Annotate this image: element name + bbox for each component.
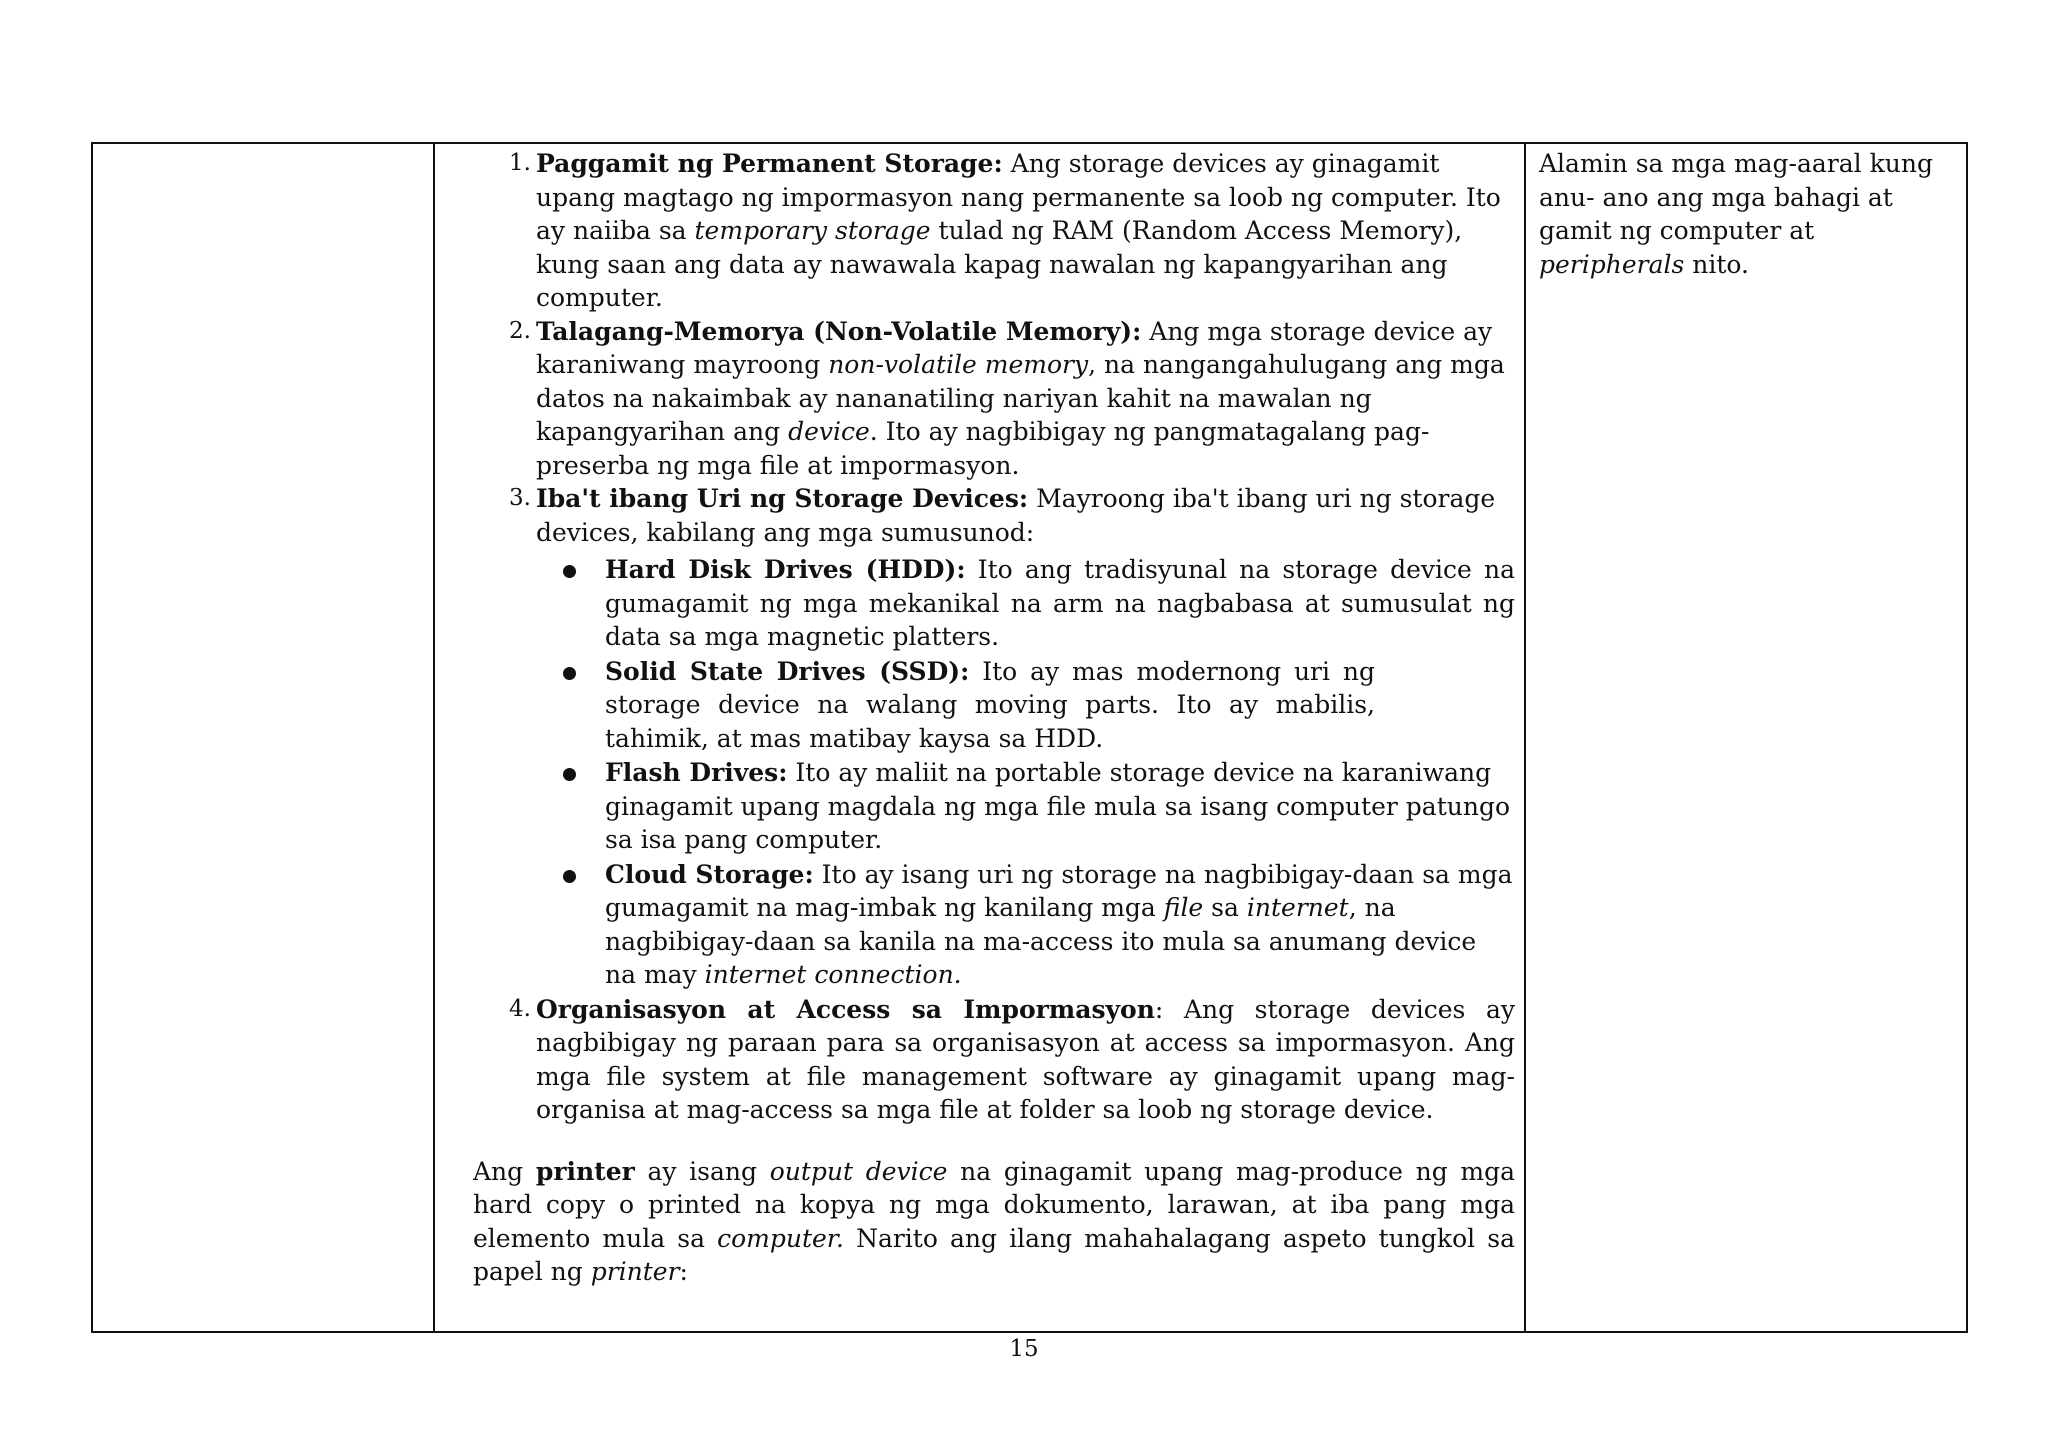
item-text: Ito ay isang uri ng storage na nagbibigay-daan sa mga gumagamit na mag-imbak ng kanilang mga <box>605 859 1513 922</box>
paragraph-emphasis: computer. <box>717 1223 844 1253</box>
item-title: Talagang-Memorya (Non-Volatile Memory): <box>536 316 1142 346</box>
item-title: Iba't ibang Uri ng Storage Devices: <box>536 484 1029 513</box>
item-emphasis: internet <box>1246 893 1349 922</box>
list-item-storage-types <box>473 482 1515 549</box>
list-item-organization-access <box>473 993 1515 1127</box>
list-item-hdd <box>473 553 1515 654</box>
item-emphasis: non-volatile memory <box>828 350 1089 379</box>
notes-text: nito. <box>1684 249 1749 279</box>
item-text: Mayroong iba't ibang uri ng storage devices, kabilang ang mga sumusunod: <box>536 484 1496 547</box>
paragraph-text: ay isang <box>634 1156 770 1186</box>
bullet-icon <box>563 565 576 578</box>
list-item-permanent-storage <box>473 147 1515 315</box>
item-emphasis: device <box>788 417 870 446</box>
paragraph-emphasis: output device <box>769 1156 948 1186</box>
column-divider-2 <box>1524 144 1526 1331</box>
item-emphasis: internet connection. <box>704 960 962 989</box>
item-number: 1. <box>509 150 531 176</box>
storage-features-list <box>473 147 1515 549</box>
item-text: : Ang storage devices ay nagbibigay ng paraan para sa organisasyon at access sa impormasyon. Ang mga file system at file management software ay ginagamit upang mag-organisa at mag-access sa mga file at folder sa loob ng storage device. <box>536 994 1515 1124</box>
notes-cell <box>1539 147 1959 281</box>
item-title: Organisasyon at Access sa Impormasyon <box>536 994 1155 1024</box>
item-title: Solid State Drives (SSD): <box>605 656 970 686</box>
item-number: 3. <box>509 485 531 511</box>
item-text: Ito ang tradisyunal na storage device na gumagamit ng mga mekanikal na arm na nagbabasa at sumusulat ng data sa mga magnetic platters. <box>605 555 1515 651</box>
item-text: Ito ay mas modernong uri ng storage device na walang moving parts. Ito ay mabilis, tahimik, at mas matibay kaysa sa HDD. <box>605 656 1375 753</box>
item-title: Paggamit ng Permanent Storage: <box>536 149 1003 178</box>
paragraph-text: Ang <box>473 1156 536 1186</box>
item-text: Ang mga storage device ay karaniwang mayroong <box>536 316 1493 379</box>
printer-paragraph <box>473 1155 1515 1289</box>
paragraph-text: na ginagamit upang mag-produce ng mga hard copy o printed na kopya ng mga dokumento, larawan, at iba pang mga elemento mula sa <box>473 1156 1515 1253</box>
list-item-flash-drives <box>473 756 1515 857</box>
item-title: Flash Drives: <box>605 758 788 787</box>
list-item-cloud-storage <box>473 858 1515 992</box>
item-text: tulad ng RAM (Random Access Memory), kung saan ang data ay nawawala kapag nawalan ng kapangyarihan ang computer. <box>536 216 1463 312</box>
paragraph-text: : <box>679 1257 688 1286</box>
lesson-table <box>91 142 1968 1333</box>
list-item-non-volatile-memory <box>473 315 1515 483</box>
list-item-ssd <box>473 655 1515 756</box>
item-text: sa <box>1203 893 1247 922</box>
paragraph-emphasis: printer <box>590 1257 680 1286</box>
item-text: , na nagbibigay-daan sa kanila na ma-access ito mula sa anumang device na may <box>605 893 1477 989</box>
paragraph-text: Narito ang ilang mahahalagang aspeto tungkol sa papel ng <box>473 1223 1515 1286</box>
item-emphasis: temporary storage <box>694 216 931 245</box>
storage-types-list <box>473 553 1515 992</box>
column-divider-1 <box>433 144 435 1331</box>
notes-emphasis: peripherals <box>1539 249 1685 279</box>
bullet-icon <box>563 768 576 781</box>
item-number: 2. <box>509 317 531 344</box>
storage-features-list-continued <box>473 993 1515 1127</box>
page-number: 15 <box>1009 1336 1039 1362</box>
item-text: . Ito ay nagbibigay ng pangmatagalang pag-preserba ng mga file at impormasyon. <box>536 417 1430 480</box>
item-text: Ito ay maliit na portable storage device na karaniwang ginagamit upang magdala ng mga file mula sa isang computer patungo sa isa pang computer. <box>605 758 1510 854</box>
item-emphasis: file <box>1163 893 1204 922</box>
item-text: , na nangangahulugang ang mga datos na nakaimbak ay nananatiling nariyan kahit na mawalan ng kapangyarihan ang <box>536 350 1505 446</box>
bullet-icon <box>563 667 576 680</box>
item-title: Hard Disk Drives (HDD): <box>605 555 966 584</box>
paragraph-bold: printer <box>535 1156 635 1186</box>
item-text: Ang storage devices ay ginagamit upang magtago ng impormasyon nang permanente sa loob ng computer. Ito ay naiiba sa <box>536 149 1501 245</box>
item-number: 4. <box>509 995 531 1022</box>
content-cell <box>473 147 1515 1314</box>
bullet-icon <box>563 870 576 883</box>
item-title: Cloud Storage: <box>605 859 814 889</box>
notes-text: Alamin sa mga mag-aaral kung anu- ano ang mga bahagi at gamit ng computer at <box>1539 149 1933 245</box>
